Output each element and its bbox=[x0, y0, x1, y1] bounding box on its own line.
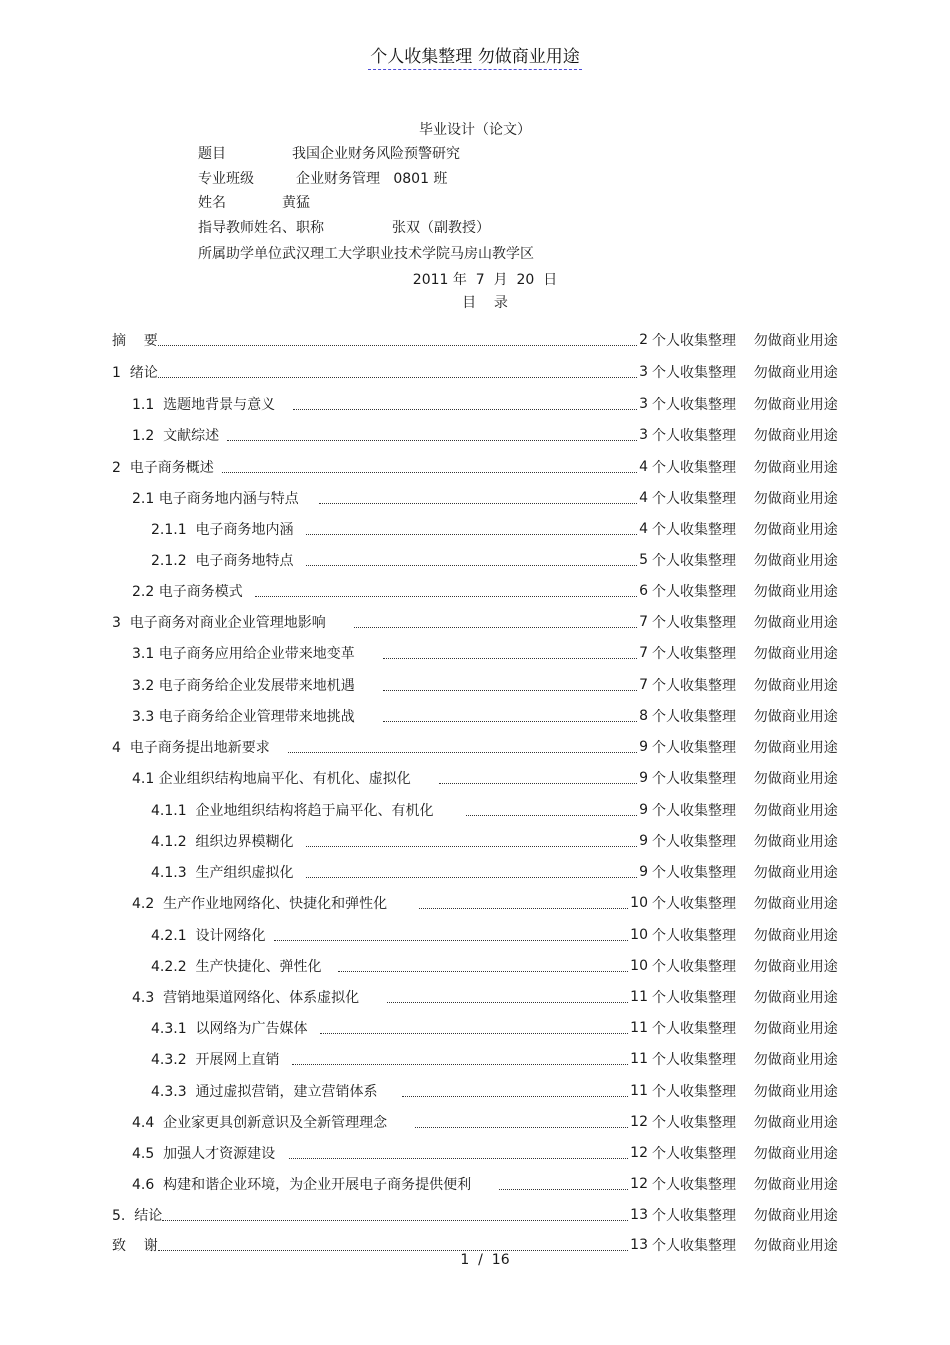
toc-entry-page: 10 bbox=[630, 958, 648, 974]
toc-leader-dots bbox=[289, 1158, 628, 1159]
toc-entry-page: 5 bbox=[639, 552, 648, 568]
toc-entry-title: 1.2 文献综述 bbox=[132, 428, 220, 444]
toc-entry[interactable] bbox=[112, 1173, 848, 1195]
toc-entry-page: 13 bbox=[630, 1237, 648, 1253]
toc-entry-note: 个人收集整理 勿做商业用途 bbox=[652, 1146, 838, 1162]
toc-entry-note: 个人收集整理 勿做商业用途 bbox=[652, 584, 838, 600]
toc-entry-page: 11 bbox=[630, 1051, 648, 1067]
toc-entry-page: 4 bbox=[639, 490, 648, 506]
toc-entry-note: 个人收集整理 勿做商业用途 bbox=[652, 333, 838, 349]
toc-entry-note: 个人收集整理 勿做商业用途 bbox=[652, 365, 838, 381]
toc-entry-title: 4.2.2 生产快捷化、弹性化 bbox=[151, 959, 322, 975]
toc-entry[interactable] bbox=[112, 518, 848, 540]
toc-entry[interactable] bbox=[112, 1142, 848, 1164]
toc-leader-dots bbox=[383, 690, 637, 691]
toc-entry-page: 9 bbox=[639, 770, 648, 786]
toc-leader-dots bbox=[383, 721, 637, 722]
toc-entry[interactable] bbox=[112, 424, 848, 446]
toc-entry-page: 6 bbox=[639, 583, 648, 599]
toc-entry-title: 4.1.2 组织边界模糊化 bbox=[151, 834, 294, 850]
toc-leader-dots bbox=[255, 596, 637, 597]
toc-entry[interactable] bbox=[112, 642, 848, 664]
toc-entry-note: 个人收集整理 勿做商业用途 bbox=[652, 553, 838, 569]
info-value: 黄猛 bbox=[282, 195, 310, 211]
toc-entry-note: 个人收集整理 勿做商业用途 bbox=[652, 615, 838, 631]
toc-leader-dots bbox=[306, 565, 638, 566]
toc-entry[interactable] bbox=[112, 1017, 848, 1039]
toc-entry-page: 4 bbox=[639, 459, 648, 475]
toc-entry-page: 9 bbox=[639, 739, 648, 755]
toc-leader-dots bbox=[319, 503, 637, 504]
toc-entry-title: 1.1 选题地背景与意义 bbox=[132, 397, 276, 413]
toc-entry[interactable] bbox=[112, 674, 848, 696]
toc-entry[interactable] bbox=[112, 892, 848, 914]
toc-leader-dots bbox=[415, 1127, 628, 1128]
toc-heading: 目 录 bbox=[462, 295, 508, 311]
toc-entry[interactable] bbox=[112, 1080, 848, 1102]
toc-entry-note: 个人收集整理 勿做商业用途 bbox=[652, 803, 838, 819]
toc-entry[interactable] bbox=[112, 611, 848, 633]
toc-entry[interactable] bbox=[112, 861, 848, 883]
toc-entry-title: 2 电子商务概述 bbox=[112, 460, 214, 476]
toc-entry-note: 个人收集整理 勿做商业用途 bbox=[652, 428, 838, 444]
toc-entry-title: 4.3.3 通过虚拟营销，建立营销体系 bbox=[151, 1084, 378, 1100]
toc-entry-title: 3 电子商务对商业企业管理地影响 bbox=[112, 615, 326, 631]
info-value: 我国企业财务风险预警研究 bbox=[292, 146, 460, 162]
toc-entry-page: 9 bbox=[639, 802, 648, 818]
toc-entry[interactable] bbox=[112, 487, 848, 509]
toc-entry[interactable] bbox=[112, 393, 848, 415]
toc-entry-page: 11 bbox=[630, 1020, 648, 1036]
toc-entry-page: 10 bbox=[630, 895, 648, 911]
toc-entry-note: 个人收集整理 勿做商业用途 bbox=[652, 1021, 838, 1037]
toc-entry-page: 3 bbox=[639, 427, 648, 443]
toc-entry-page: 2 bbox=[639, 332, 648, 348]
toc-entry-title: 3.1 电子商务应用给企业带来地变革 bbox=[132, 646, 355, 662]
toc-entry-note: 个人收集整理 勿做商业用途 bbox=[652, 771, 838, 787]
toc-entry-title: 2.1.2 电子商务地特点 bbox=[151, 553, 294, 569]
toc-entry-page: 3 bbox=[639, 364, 648, 380]
toc-entry[interactable] bbox=[112, 1048, 848, 1070]
toc-entry-title: 4.3 营销地渠道网络化、体系虚拟化 bbox=[132, 990, 360, 1006]
toc-leader-dots bbox=[320, 1033, 629, 1034]
toc-leader-dots bbox=[306, 846, 638, 847]
toc-entry-note: 个人收集整理 勿做商业用途 bbox=[652, 959, 838, 975]
toc-leader-dots bbox=[288, 752, 637, 753]
toc-entry-note: 个人收集整理 勿做商业用途 bbox=[652, 397, 838, 413]
toc-entry-note: 个人收集整理 勿做商业用途 bbox=[652, 740, 838, 756]
toc-entry-title: 4.2 生产作业地网络化、快捷化和弹性化 bbox=[132, 896, 388, 912]
toc-entry-title: 4.1.1 企业地组织结构将趋于扁平化、有机化 bbox=[151, 803, 434, 819]
toc-entry-title: 摘 要 bbox=[112, 333, 158, 349]
info-class bbox=[198, 168, 447, 188]
toc-leader-dots bbox=[158, 1250, 628, 1251]
toc-leader-dots bbox=[306, 534, 638, 535]
toc-leader-dots bbox=[162, 1220, 628, 1221]
toc-entry-note: 个人收集整理 勿做商业用途 bbox=[652, 709, 838, 725]
toc-entry-page: 11 bbox=[630, 989, 648, 1005]
toc-leader-dots bbox=[274, 940, 629, 941]
toc-entry-note: 个人收集整理 勿做商业用途 bbox=[652, 1084, 838, 1100]
toc-entry-note: 个人收集整理 勿做商业用途 bbox=[652, 1177, 838, 1193]
toc-entry-page: 13 bbox=[630, 1207, 648, 1223]
toc-leader-dots bbox=[338, 971, 629, 972]
toc-leader-dots bbox=[439, 783, 637, 784]
toc-entry-note: 个人收集整理 勿做商业用途 bbox=[652, 460, 838, 476]
toc-entry[interactable] bbox=[112, 705, 848, 727]
info-value: 企业财务管理 0801 班 bbox=[296, 171, 448, 187]
toc-entry-note: 个人收集整理 勿做商业用途 bbox=[652, 990, 838, 1006]
info-unit bbox=[198, 243, 534, 263]
toc-entry-note: 个人收集整理 勿做商业用途 bbox=[652, 928, 838, 944]
toc-leader-dots bbox=[387, 1002, 628, 1003]
info-label: 所属助学单位 bbox=[198, 246, 282, 262]
toc-entry[interactable] bbox=[112, 456, 848, 478]
toc-entry-title: 4.2.1 设计网络化 bbox=[151, 928, 266, 944]
toc-entry-note: 个人收集整理 勿做商业用途 bbox=[652, 522, 838, 538]
toc-entry-page: 8 bbox=[639, 708, 648, 724]
toc-entry-note: 个人收集整理 勿做商业用途 bbox=[652, 678, 838, 694]
toc-entry[interactable] bbox=[112, 1204, 848, 1226]
toc-entry-page: 12 bbox=[630, 1176, 648, 1192]
toc-entry[interactable] bbox=[112, 767, 848, 789]
info-label: 指导教师姓名、职称 bbox=[198, 220, 324, 236]
page-header bbox=[0, 42, 950, 70]
toc-entry[interactable] bbox=[112, 736, 848, 758]
document-date: 2011 年 7 月 20 日 bbox=[412, 272, 558, 288]
toc-entry-title: 4.3.2 开展网上直销 bbox=[151, 1052, 280, 1068]
info-label: 姓名 bbox=[198, 195, 226, 211]
toc-entry-title: 4.1 企业组织结构地扁平化、有机化、虚拟化 bbox=[132, 771, 411, 787]
info-advisor bbox=[198, 217, 490, 237]
toc-entry[interactable] bbox=[112, 580, 848, 602]
toc-entry-page: 12 bbox=[630, 1145, 648, 1161]
toc-entry-note: 个人收集整理 勿做商业用途 bbox=[652, 834, 838, 850]
toc-entry-page: 3 bbox=[639, 396, 648, 412]
info-topic bbox=[198, 143, 460, 163]
toc-entry-note: 个人收集整理 勿做商业用途 bbox=[652, 1052, 838, 1068]
toc-entry[interactable] bbox=[112, 549, 848, 571]
toc-entry-page: 11 bbox=[630, 1083, 648, 1099]
toc-entry-title: 2.1.1 电子商务地内涵 bbox=[151, 522, 294, 538]
toc-leader-dots bbox=[466, 815, 638, 816]
toc-entry-title: 1 绪论 bbox=[112, 365, 158, 381]
toc-leader-dots bbox=[306, 877, 638, 878]
info-value: 武汉理工大学职业技术学院马房山教学区 bbox=[282, 246, 534, 262]
toc-leader-dots bbox=[222, 472, 637, 473]
toc-entry-note: 个人收集整理 勿做商业用途 bbox=[652, 1115, 838, 1131]
toc-entry-page: 9 bbox=[639, 864, 648, 880]
document-title: 毕业设计（论文） bbox=[419, 122, 531, 138]
toc-entry-title: 5. 结论 bbox=[112, 1208, 163, 1224]
toc-entry-title: 2.1 电子商务地内涵与特点 bbox=[132, 491, 299, 507]
toc-entry-title: 4.6 构建和谐企业环境，为企业开展电子商务提供便利 bbox=[132, 1177, 472, 1193]
toc-entry[interactable] bbox=[112, 924, 848, 946]
toc-entry[interactable] bbox=[112, 955, 848, 977]
toc-entry-page: 9 bbox=[639, 833, 648, 849]
toc-entry-title: 3.2 电子商务给企业发展带来地机遇 bbox=[132, 678, 355, 694]
toc-entry[interactable] bbox=[112, 329, 848, 351]
toc-entry-note: 个人收集整理 勿做商业用途 bbox=[652, 1238, 838, 1254]
toc-entry[interactable] bbox=[112, 799, 848, 821]
toc-entry-note: 个人收集整理 勿做商业用途 bbox=[652, 491, 838, 507]
toc-entry-page: 7 bbox=[639, 677, 648, 693]
toc-entry-page: 4 bbox=[639, 521, 648, 537]
toc-entry-note: 个人收集整理 勿做商业用途 bbox=[652, 646, 838, 662]
toc-leader-dots bbox=[419, 908, 628, 909]
toc-entry[interactable] bbox=[112, 361, 848, 383]
toc-leader-dots bbox=[402, 1096, 629, 1097]
info-label: 题目 bbox=[198, 146, 226, 162]
header-text: 个人收集整理 勿做商业用途 bbox=[368, 42, 581, 70]
toc-entry-page: 10 bbox=[630, 927, 648, 943]
toc-entry-page: 12 bbox=[630, 1114, 648, 1130]
toc-leader-dots bbox=[227, 440, 637, 441]
toc-leader-dots bbox=[383, 658, 637, 659]
toc-entry-page: 7 bbox=[639, 645, 648, 661]
toc-entry[interactable] bbox=[112, 830, 848, 852]
info-value: 张双（副教授） bbox=[392, 220, 490, 236]
toc-entry-title: 4.1.3 生产组织虚拟化 bbox=[151, 865, 294, 881]
toc-entry-note: 个人收集整理 勿做商业用途 bbox=[652, 896, 838, 912]
toc-entry-title: 致 谢 bbox=[112, 1238, 158, 1254]
info-name bbox=[198, 192, 310, 212]
toc-entry-title: 4.4 企业家更具创新意识及全新管理理念 bbox=[132, 1115, 388, 1131]
toc-leader-dots bbox=[158, 377, 637, 378]
toc-leader-dots bbox=[293, 409, 637, 410]
toc-leader-dots bbox=[499, 1189, 628, 1190]
toc-entry[interactable] bbox=[112, 1111, 848, 1133]
toc-leader-dots bbox=[354, 627, 637, 628]
toc-entry-note: 个人收集整理 勿做商业用途 bbox=[652, 1208, 838, 1224]
info-label: 专业班级 bbox=[198, 171, 254, 187]
toc-entry-title: 2.2 电子商务模式 bbox=[132, 584, 243, 600]
toc-entry-note: 个人收集整理 勿做商业用途 bbox=[652, 865, 838, 881]
toc-entry-page: 7 bbox=[639, 614, 648, 630]
page-number: 1 / 16 bbox=[460, 1252, 510, 1268]
toc-leader-dots bbox=[158, 345, 637, 346]
toc-entry-title: 4 电子商务提出地新要求 bbox=[112, 740, 270, 756]
toc-entry[interactable] bbox=[112, 986, 848, 1008]
toc-entry-title: 4.3.1 以网络为广告媒体 bbox=[151, 1021, 308, 1037]
toc-entry-title: 3.3 电子商务给企业管理带来地挑战 bbox=[132, 709, 355, 725]
toc-entry-title: 4.5 加强人才资源建设 bbox=[132, 1146, 276, 1162]
toc-leader-dots bbox=[292, 1064, 629, 1065]
